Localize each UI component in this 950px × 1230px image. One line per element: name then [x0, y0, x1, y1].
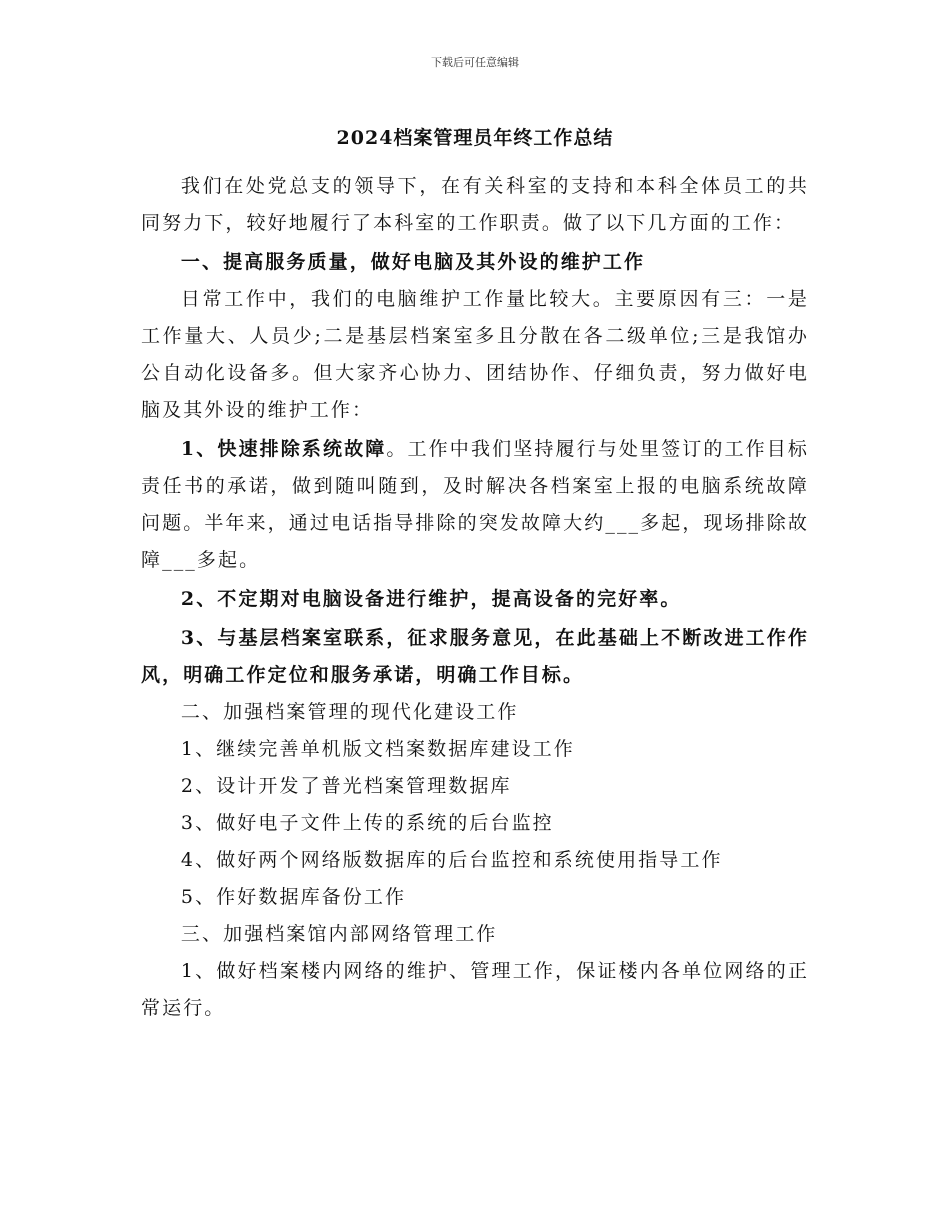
- intro-paragraph: 我们在处党总支的领导下，在有关科室的支持和本科全体员工的共同努力下，较好地履行了本科室的工作职责。做了以下几方面的工作：: [141, 175, 809, 234]
- section-1-body: 日常工作中，我们的电脑维护工作量比较大。主要原因有三：一是工作量大、人员少;二是基层档案室多且分散在各二级单位;三是我馆办公自动化设备多。但大家齐心协力、团结协作、仔细负责，努力做好电脑及其外设的维护工作：: [141, 288, 809, 421]
- section-2-heading: 二、加强档案管理的现代化建设工作: [180, 701, 519, 723]
- section-3-heading: 三、加强档案馆内部网络管理工作: [180, 923, 498, 945]
- section-1-item-1-body: 。工作中我们坚持履行与处里签订的工作目标责任书的承诺，做到随叫随到，及时解决各档案室上报的电脑系统故障问题。半年来，通过电话指导排除的突发故障大约___多起，现场排除故障___多起。: [141, 438, 809, 571]
- section-1-item-1: [141, 431, 809, 579]
- document-body: [141, 168, 809, 1027]
- section-2-item-4: 4、做好两个网络版数据库的后台监控和系统使用指导工作: [180, 849, 723, 871]
- section-2-item-3: 3、做好电子文件上传的系统的后台监控: [180, 812, 554, 834]
- section-1-item-1-lead: 1、快速排除系统故障: [180, 438, 387, 460]
- section-2-item-5: 5、作好数据库备份工作: [180, 886, 407, 908]
- section-2-item-2: 2、设计开发了普光档案管理数据库: [180, 775, 512, 797]
- section-1-item-3: 3、与基层档案室联系，征求服务意见，在此基础上不断改进工作作风，明确工作定位和服务承诺，明确工作目标。: [141, 627, 809, 686]
- section-1-heading: 一、提高服务质量，做好电脑及其外设的维护工作: [180, 251, 646, 273]
- section-1-item-2: 2、不定期对电脑设备进行维护，提高设备的完好率。: [180, 588, 682, 610]
- document-title: 2024档案管理员年终工作总结: [336, 127, 614, 149]
- section-3-item-1: 1、做好档案楼内网络的维护、管理工作，保证楼内各单位网络的正常运行。: [141, 960, 809, 1019]
- header-note: 下载后可任意编辑: [431, 56, 519, 69]
- section-2-item-1: 1、继续完善单机版文档案数据库建设工作: [180, 738, 575, 760]
